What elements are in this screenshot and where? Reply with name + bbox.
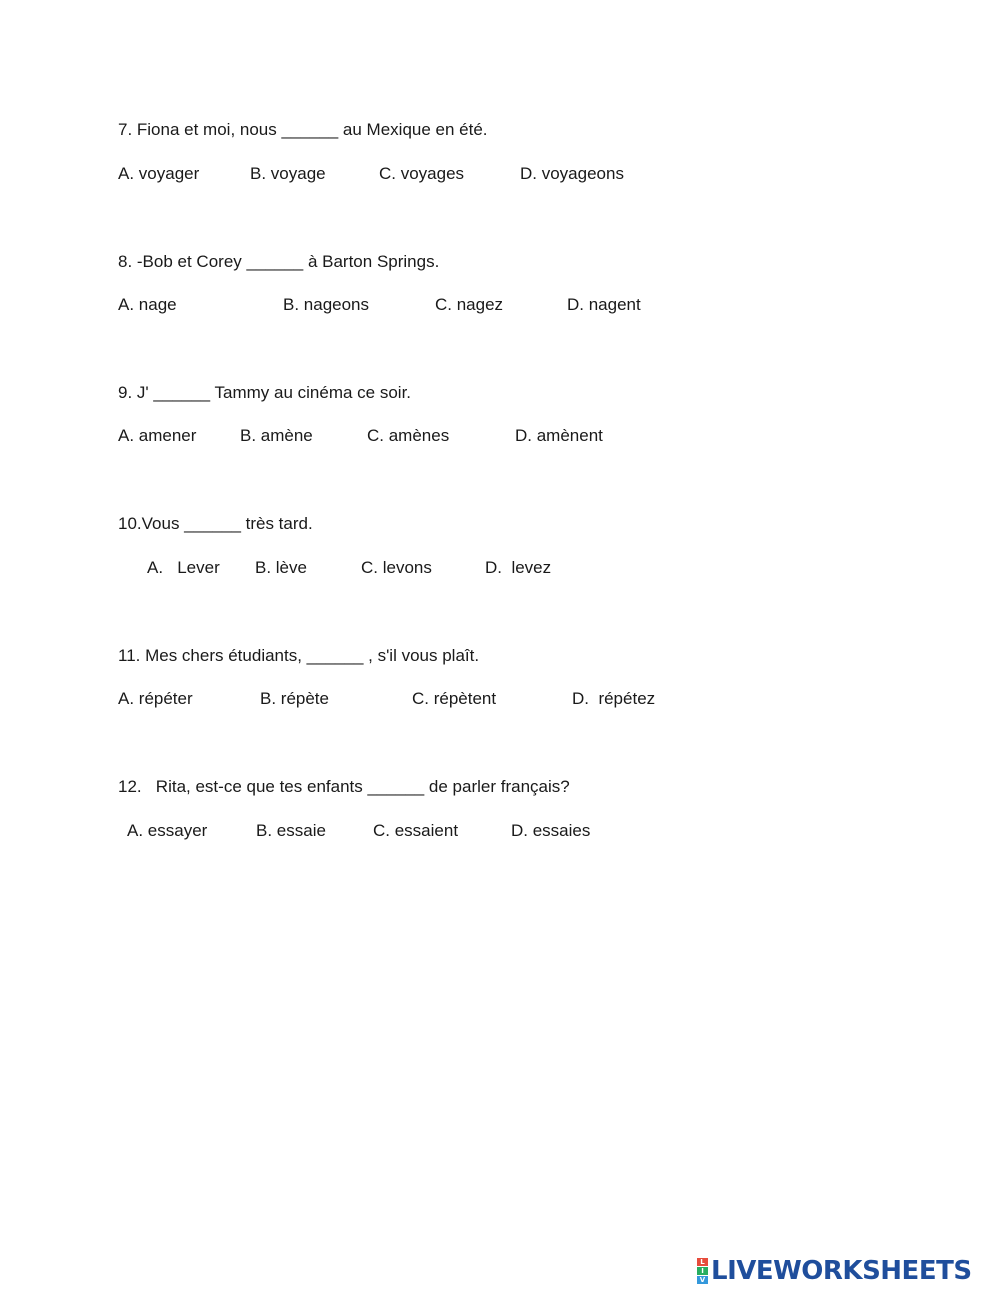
question-9-option-a[interactable]: A. amener <box>118 426 197 445</box>
question-12-option-a[interactable]: A. essayer <box>127 821 208 840</box>
question-11-option-d[interactable]: D. répétez <box>572 689 656 708</box>
question-11-option-a[interactable]: A. répéter <box>118 689 193 708</box>
question-11-option-c[interactable]: C. répètent <box>412 689 497 708</box>
question-9-option-b[interactable]: B. amène <box>240 426 313 445</box>
question-10-option-a[interactable]: A. Lever <box>147 558 220 577</box>
liveworksheets-logo <box>697 1256 972 1286</box>
logo-square-l: L <box>697 1258 708 1266</box>
question-7-prompt: 7. Fiona et moi, nous ______ au Mexique en été. <box>118 120 488 139</box>
question-7-option-a[interactable]: A. voyager <box>118 164 200 183</box>
question-8-prompt: 8. -Bob et Corey ______ à Barton Springs. <box>118 252 440 271</box>
question-8-option-c[interactable]: C. nagez <box>435 295 504 314</box>
question-9-prompt: 9. J' ______ Tammy au cinéma ce soir. <box>118 383 412 402</box>
question-10-option-c[interactable]: C. levons <box>361 558 432 577</box>
question-12-option-b[interactable]: B. essaie <box>256 821 326 840</box>
question-7-option-b[interactable]: B. voyage <box>250 164 326 183</box>
question-12-prompt: 12. Rita, est-ce que tes enfants ______ de parler français? <box>118 777 570 796</box>
question-9-option-d[interactable]: D. amènent <box>515 426 603 445</box>
logo-text: LIVEWORKSHEETS <box>711 1256 972 1286</box>
logo-square-v: V <box>697 1276 708 1284</box>
logo-squares-icon <box>697 1258 708 1284</box>
question-10-prompt: 10.Vous ______ très tard. <box>118 514 313 533</box>
logo-square-i: I <box>697 1267 708 1275</box>
question-7-option-c[interactable]: C. voyages <box>379 164 465 183</box>
question-12-option-c[interactable]: C. essaient <box>373 821 459 840</box>
question-11-option-b[interactable]: B. répète <box>260 689 329 708</box>
question-10-option-b[interactable]: B. lève <box>255 558 307 577</box>
question-8-option-a[interactable]: A. nage <box>118 295 177 314</box>
question-12-option-d[interactable]: D. essaies <box>511 821 591 840</box>
question-7-option-d[interactable]: D. voyageons <box>520 164 624 183</box>
question-8-option-b[interactable]: B. nageons <box>283 295 370 314</box>
question-8-option-d[interactable]: D. nagent <box>567 295 641 314</box>
question-11-prompt: 11. Mes chers étudiants, ______ , s'il vous plaît. <box>118 646 480 665</box>
question-10-option-d[interactable]: D. levez <box>485 558 552 577</box>
question-9-option-c[interactable]: C. amènes <box>367 426 450 445</box>
